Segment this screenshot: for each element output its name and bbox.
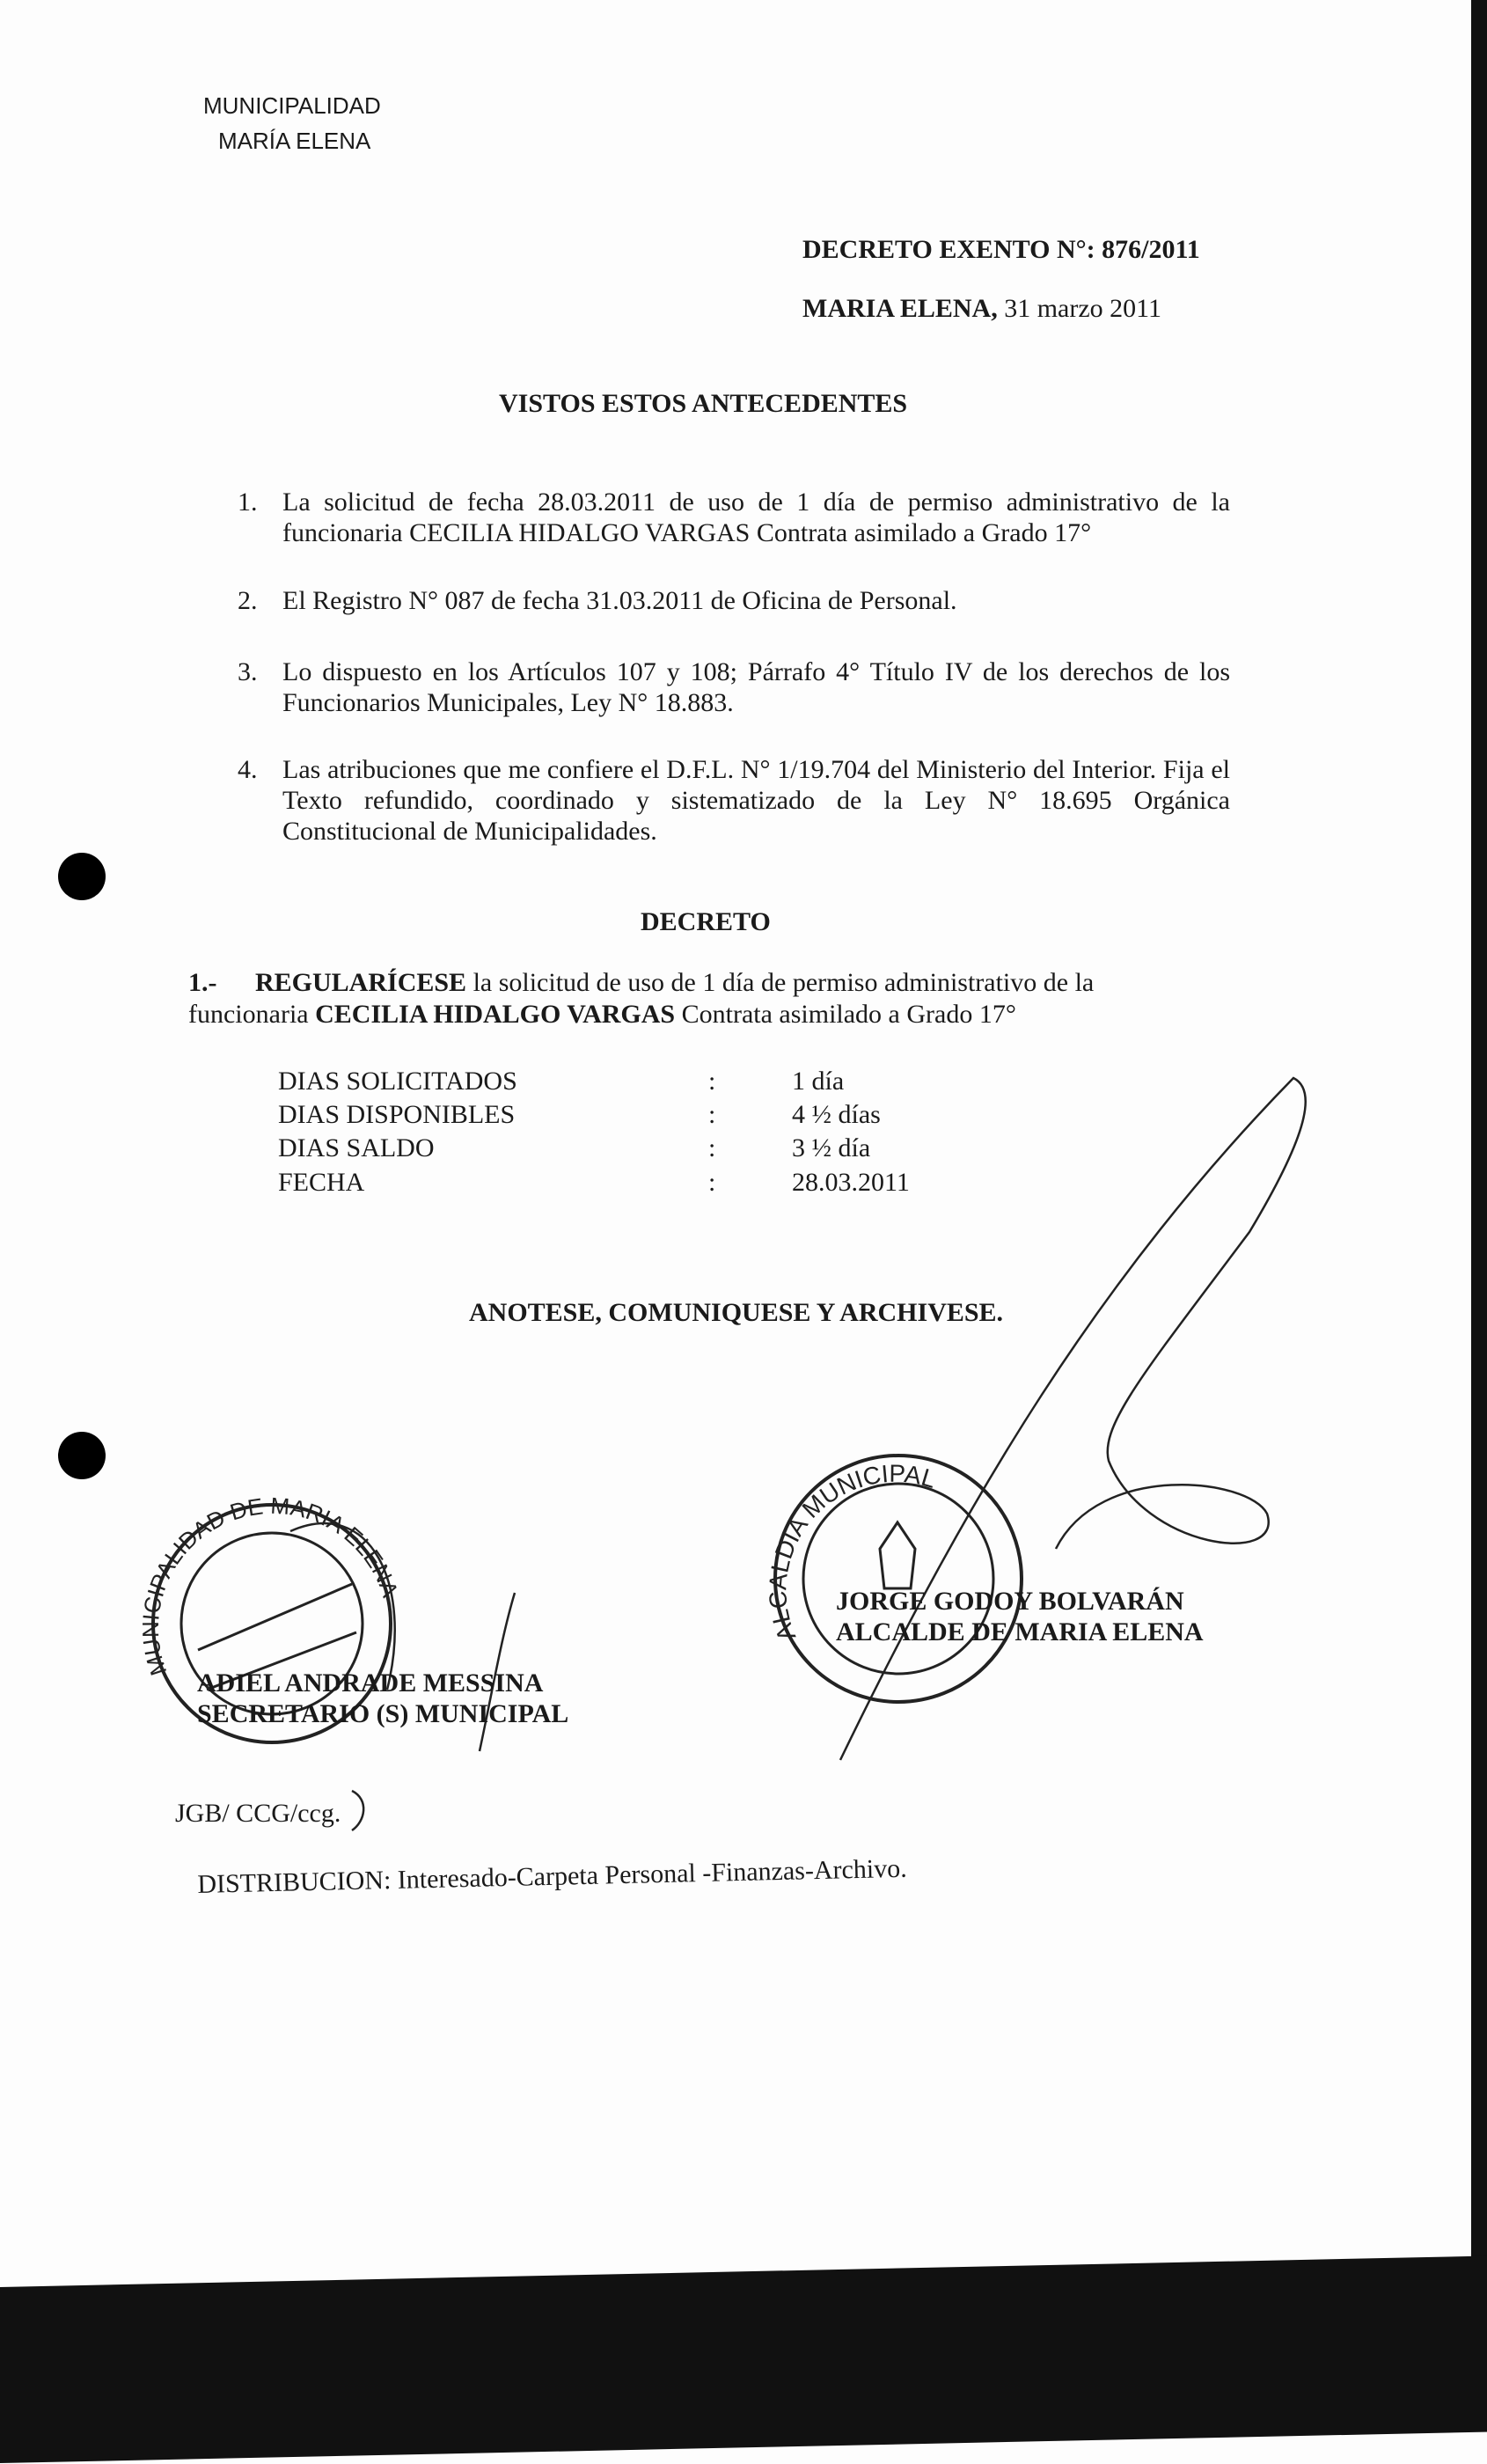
table-label: DIAS SALDO bbox=[278, 1133, 435, 1162]
institution-line2: MARÍA ELENA bbox=[218, 128, 371, 154]
vistos-heading: VISTOS ESTOS ANTECEDENTES bbox=[499, 389, 908, 418]
closing-formula: ANOTESE, COMUNIQUESE Y ARCHIVESE. bbox=[469, 1298, 1004, 1327]
vistos-item: Las atribuciones que me confiere el D.F.L. N° 1/19.704 del Ministerio del Interior. Fija el Texto refundido, coordinado y sistematizado de la Ley N° 18.695 Orgánica Constitucional de Municipalidades. bbox=[282, 755, 1230, 846]
secretary-title: SECRETARIO (S) MUNICIPAL bbox=[197, 1699, 569, 1728]
distribution-list: DISTRIBUCION: Interesado-Carpeta Personal -Finanzas-Archivo. bbox=[197, 1853, 908, 1899]
decreto-heading: DECRETO bbox=[641, 907, 771, 936]
article-text1: la solicitud de uso de 1 día de permiso administrativo de la bbox=[466, 968, 1095, 997]
mayor-title: ALCALDE DE MARIA ELENA bbox=[836, 1617, 1204, 1646]
secretary-name: ADIEL ANDRADE MESSINA bbox=[197, 1668, 544, 1698]
stamp-left-ring-text: MUNICIPALIDAD DE MARIA ELENA bbox=[136, 1492, 404, 1679]
decree-number: DECRETO EXENTO N°: 876/2011 bbox=[802, 235, 1200, 264]
vistos-item: La solicitud de fecha 28.03.2011 de uso de 1 día de permiso administrativo de la funcionaria CECILIA HIDALGO VARGAS Contrata asimilado a Grado 17° bbox=[282, 488, 1230, 547]
vistos-item: Lo dispuesto en los Artículos 107 y 108; Párrafo 4° Título IV de los derechos de los Funcionarios Municipales, Ley N° 18.883. bbox=[282, 657, 1230, 717]
table-value: 28.03.2011 bbox=[792, 1168, 910, 1197]
table-label: DIAS DISPONIBLES bbox=[278, 1100, 516, 1129]
institution-line1: MUNICIPALIDAD bbox=[203, 92, 381, 119]
article-text2b: Contrata asimilado a Grado 17° bbox=[675, 1000, 1016, 1029]
svg-text:MUNICIPALIDAD DE MARIA ELENA bbox=[137, 1492, 404, 1679]
signature-mayor bbox=[840, 1078, 1306, 1760]
table-value: 3 ½ día bbox=[792, 1133, 871, 1162]
svg-text:ALCALDIA MUNICIPAL: ALCALDIA MUNICIPAL bbox=[764, 1459, 940, 1645]
table-label: DIAS SOLICITADOS bbox=[278, 1067, 517, 1096]
vistos-item-num: 1. bbox=[238, 488, 258, 517]
vistos-item-num: 4. bbox=[238, 755, 258, 784]
article-num: 1.- bbox=[188, 968, 217, 997]
article-text2a: funcionaria bbox=[188, 1000, 316, 1029]
employee-name: CECILIA HIDALGO VARGAS bbox=[315, 1000, 676, 1029]
table-value: 4 ½ días bbox=[792, 1100, 881, 1129]
table-value: 1 día bbox=[792, 1067, 845, 1096]
reference-initials: JGB/ CCG/ccg. bbox=[175, 1799, 341, 1828]
vistos-item: El Registro N° 087 de fecha 31.03.2011 de Oficina de Personal. bbox=[282, 586, 957, 615]
place: MARIA ELENA, bbox=[802, 294, 998, 323]
article-verb: REGULARÍCESE bbox=[255, 968, 467, 997]
table-sep: : bbox=[708, 1133, 716, 1162]
table-sep: : bbox=[708, 1067, 716, 1096]
table-label: FECHA bbox=[278, 1168, 365, 1197]
vistos-item-num: 2. bbox=[238, 586, 258, 615]
mayor-name: JORGE GODOY BOLVARÁN bbox=[836, 1587, 1184, 1616]
table-sep: : bbox=[708, 1100, 716, 1129]
vistos-item-num: 3. bbox=[238, 657, 258, 686]
date: 31 marzo 2011 bbox=[997, 294, 1162, 323]
table-sep: : bbox=[708, 1168, 716, 1197]
